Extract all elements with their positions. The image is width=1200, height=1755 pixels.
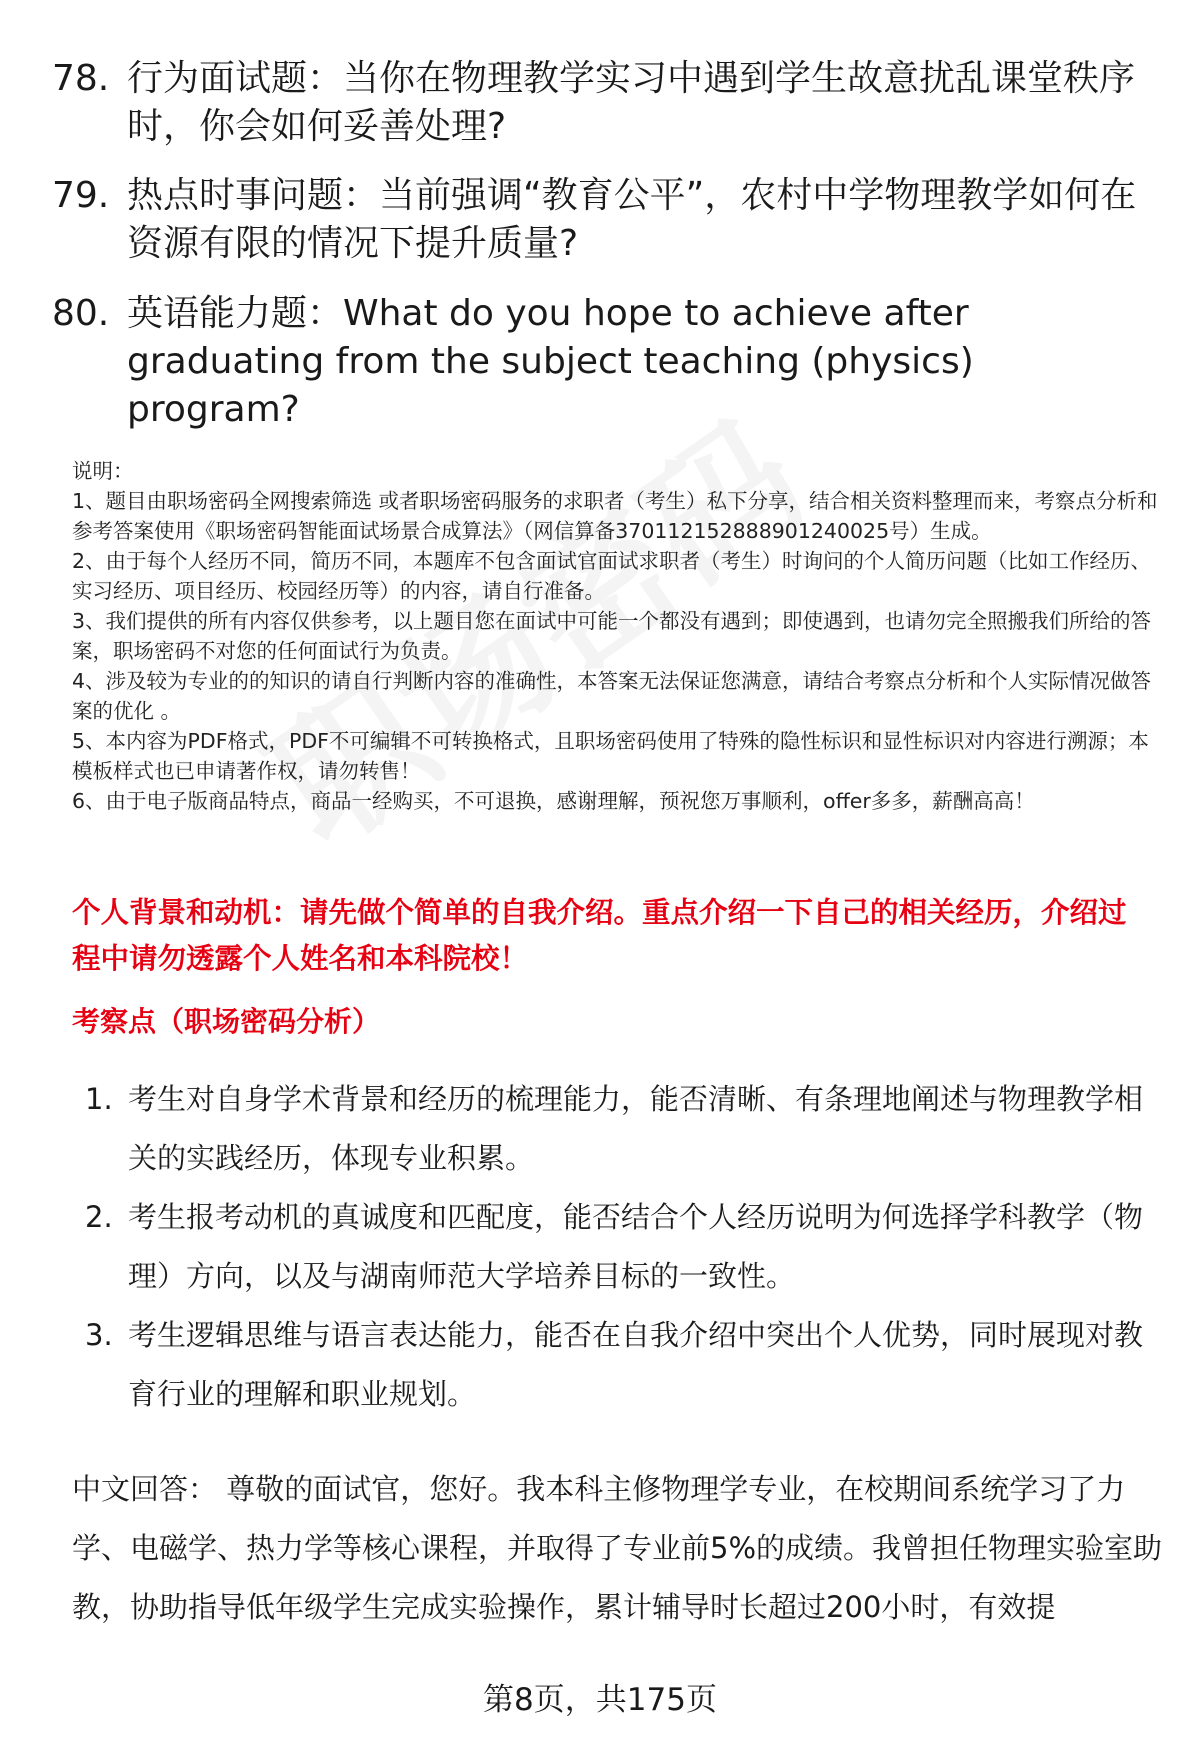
note-item: 4、涉及较为专业的的知识的请自行判断内容的准确性，本答案无法保证您满意，请结合考察点分析和个人实际情况做答案的优化 。	[72, 669, 1152, 723]
answer-text: 尊敬的面试官，您好。我本科主修物理学专业，在校期间系统学习了力学、电磁学、热力学等核心课程，并取得了专业前5%的成绩。我曾担任物理实验室助教，协助指导低年级学生完成实验操作，累计辅导时长超过200小时，有效提	[72, 1472, 1163, 1624]
note-item: 1、题目由职场密码全网搜索筛选 或者职场密码服务的求职者（考生）私下分享，结合相关资料整理而来，考察点分析和参考答案使用《职场密码智能面试场景合成算法》（网信算备370112152888901240025号）生成。	[72, 489, 1158, 543]
note-item: 3、我们提供的所有内容仅供参考，以上题目您在面试中可能一个都没有遇到；即使遇到，也请勿完全照搬我们所给的答案，职场密码不对您的任何面试行为负责。	[72, 609, 1152, 663]
answer-paragraph	[72, 1460, 1162, 1637]
notes-title: 说明：	[72, 459, 134, 483]
point-text: 考生报考动机的真诚度和匹配度，能否结合个人经历说明为何选择学科教学（物理）方向，以及与湖南师范大学培养目标的一致性。	[128, 1200, 1144, 1293]
note-item: 2、由于每个人经历不同，简历不同，本题库不包含面试官面试求职者（考生）时询问的个人简历问题（比如工作经历、实习经历、项目经历、校园经历等）的内容，请自行准备。	[72, 549, 1152, 603]
note-item: 5、本内容为PDF格式，PDF不可编辑不可转换格式，且职场密码使用了特殊的隐性标识和显性标识对内容进行溯源；本模板样式也已申请著作权，请勿转售！	[72, 729, 1149, 783]
disclaimer-notes	[72, 456, 1162, 816]
question-number: 78.	[52, 58, 110, 99]
page-number: 第8页，共175页	[483, 1682, 717, 1718]
question-text: 行为面试题：当你在物理教学实习中遇到学生故意扰乱课堂秩序时，你会如何妥善处理?	[127, 58, 1136, 147]
point-text: 考生逻辑思维与语言表达能力，能否在自我介绍中突出个人优势，同时展现对教育行业的理解和职业规划。	[128, 1318, 1144, 1411]
question-text: 热点时事问题：当前强调“教育公平”，农村中学物理教学如何在资源有限的情况下提升质量?	[127, 175, 1137, 264]
question-number: 80.	[52, 293, 110, 334]
question-78	[52, 55, 1152, 151]
point-number: 2.	[85, 1200, 113, 1234]
question-number: 79.	[52, 175, 110, 216]
point-2	[85, 1188, 1155, 1306]
section-title: 考察点（职场密码分析）	[72, 1005, 381, 1038]
point-3	[85, 1306, 1155, 1424]
answer-label: 中文回答：	[72, 1472, 218, 1506]
point-1	[85, 1070, 1155, 1188]
question-text: 英语能力题：What do you hope to achieve after graduating from the subject teaching (physics) program?	[127, 293, 974, 430]
point-number: 3.	[85, 1318, 113, 1352]
point-number: 1.	[85, 1082, 113, 1116]
question-80	[52, 290, 1152, 434]
motive-question: 个人背景和动机：请先做个简单的自我介绍。重点介绍一下自己的相关经历，介绍过程中请勿透露个人姓名和本科院校！	[72, 896, 1127, 975]
note-item: 6、由于电子版商品特点，商品一经购买，不可退换，感谢理解，预祝您万事顺利，offer多多，薪酬高高！	[72, 789, 1035, 813]
question-79	[52, 172, 1152, 268]
point-text: 考生对自身学术背景和经历的梳理能力，能否清晰、有条理地阐述与物理教学相关的实践经历，体现专业积累。	[128, 1082, 1144, 1175]
